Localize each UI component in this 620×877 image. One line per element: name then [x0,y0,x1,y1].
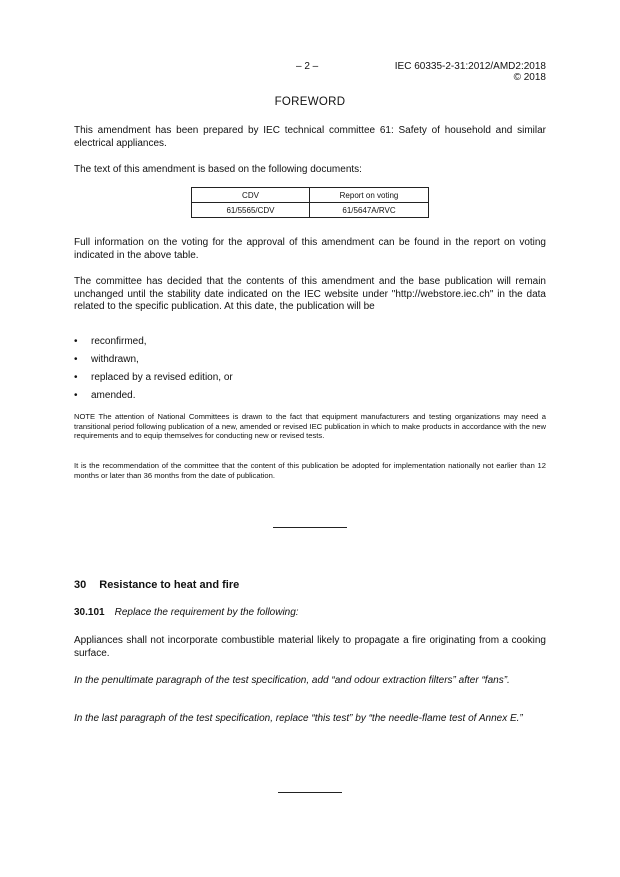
clause-instruction: Replace the requirement by the following: [114,607,299,618]
requirement-text: Appliances shall not incorporate combustible material likely to propagate a fire originating from a cooking surface. [74,635,546,659]
section-number: 30 [74,579,87,591]
instruction-2: In the last paragraph of the test specification, replace “this test” by “the needle-flame test of Annex E.” [74,713,523,724]
page-number: – 2 – [296,61,319,72]
section-heading [74,579,239,591]
instruction-1: In the penultimate paragraph of the test specification, add “and odour extraction filters” after “fans”. [74,675,510,686]
bullet-icon: • [74,390,78,401]
bullet-icon: • [74,354,78,365]
document-reference: IEC 60335-2-31:2012/AMD2:2018 [394,61,546,72]
table-row [192,203,429,218]
foreword-paragraph-1: This amendment has been prepared by IEC technical committee 61: Safety of household and similar electrical appliances. [74,125,546,149]
foreword-paragraph-3: Full information on the voting for the approval of this amendment can be found in the report on voting indicated in the above table. [74,237,546,261]
table-cell-cdv: 61/5565/CDV [192,203,310,218]
voting-documents-table [191,187,429,218]
divider [273,527,347,528]
clause-30-101 [74,607,299,619]
list-item: • replaced by a revised edition, or [74,372,233,383]
bullet-icon: • [74,372,78,383]
list-item: • withdrawn, [74,354,139,365]
table-header-row [192,188,429,203]
foreword-paragraph-4: The committee has decided that the contents of this amendment and the base publication will remain unchanged until the stability date indicated on the IEC website under "http://webstore.iec.ch" in the data related to the specific publication. At this date, the publication will be [74,276,546,312]
copyright: © 2018 [513,72,546,83]
table-header-cdv: CDV [192,188,310,203]
table-cell-rvc: 61/5647A/RVC [310,203,429,218]
foreword-paragraph-2: The text of this amendment is based on the following documents: [74,164,362,175]
table-header-report-on-voting: Report on voting [310,188,429,203]
list-item: • reconfirmed, [74,336,147,347]
section-title: Resistance to heat and fire [99,579,240,591]
divider [278,792,342,793]
foreword-title: FOREWORD [274,96,346,108]
list-item: • amended. [74,390,136,401]
recommendation: It is the recommendation of the committee that the content of this publication be adopted for implementation nationally not earlier than 12 months or later than 36 months from the date of publication. [74,461,546,480]
note: NOTE The attention of National Committees is drawn to the fact that equipment manufacturers and testing organizations may need a transitional period following publication of a new, amended or revised IEC publication in which to make products in accordance with the new requirements and to equip themselves for conducting new or revised tests. [74,412,546,441]
clause-number: 30.101 [74,607,105,618]
bullet-icon: • [74,336,78,347]
